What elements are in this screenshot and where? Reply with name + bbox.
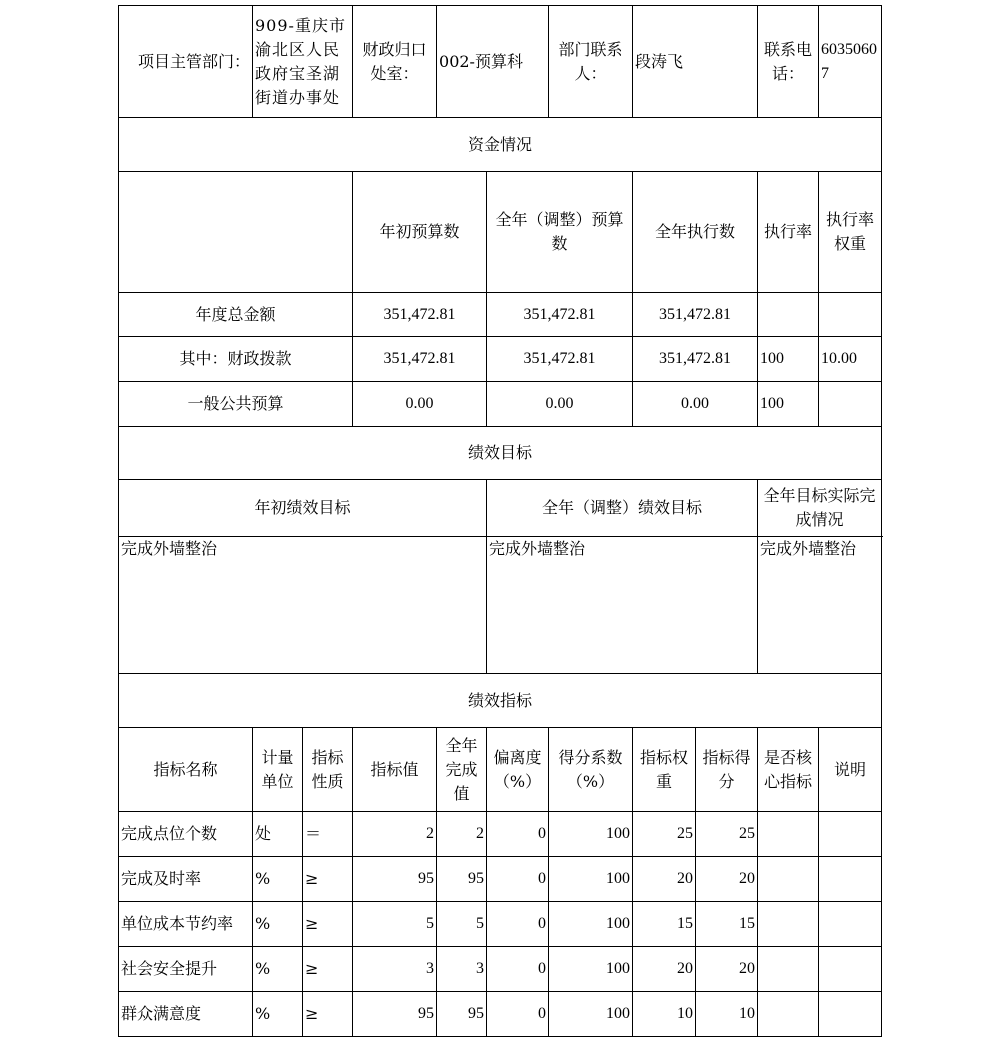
- contact-value: 段涛飞: [633, 6, 758, 118]
- funds-row-label: 其中：财政拨款: [119, 337, 353, 382]
- funds-executed-value: 351,472.81: [633, 293, 758, 337]
- ind-nature: ≥: [303, 902, 353, 947]
- phone-label: 联系电话：: [758, 6, 819, 118]
- ind-target: 95: [353, 992, 437, 1037]
- phone-value: 60350607: [819, 6, 882, 118]
- funds-rate-value: [758, 293, 819, 337]
- ind-core: [758, 902, 819, 947]
- ind-weight: 25: [633, 812, 696, 857]
- ind-core: [758, 812, 819, 857]
- ind-actual: 95: [437, 857, 487, 902]
- ind-actual: 5: [437, 902, 487, 947]
- ind-col-score: 指标得分: [696, 728, 758, 812]
- funds-col-executed: 全年执行数: [633, 172, 758, 293]
- ind-score: 15: [696, 902, 758, 947]
- ind-score: 20: [696, 857, 758, 902]
- funds-rate-value: 100: [758, 337, 819, 382]
- goals-col-actual: 全年目标实际完成情况: [758, 480, 882, 537]
- indicator-row: [119, 812, 882, 857]
- funds-header-row: [119, 172, 882, 293]
- ind-coef: 100: [549, 947, 633, 992]
- goals-actual-text: 完成外墙整治: [758, 537, 882, 674]
- ind-deviation: 0: [487, 902, 549, 947]
- funds-initial-value: 351,472.81: [353, 293, 487, 337]
- ind-unit: %: [253, 902, 303, 947]
- goals-section-title: 绩效目标: [119, 427, 882, 480]
- ind-col-coef: 得分系数（%）: [549, 728, 633, 812]
- goals-adjusted-text: 完成外墙整治: [487, 537, 758, 674]
- ind-note: [819, 947, 882, 992]
- ind-weight: 15: [633, 902, 696, 947]
- funds-weight-value: [819, 382, 882, 427]
- indicator-row: [119, 992, 882, 1037]
- indicators-header-row: [119, 728, 882, 812]
- funds-row-label: 年度总金额: [119, 293, 353, 337]
- goals-col-adjusted: 全年（调整）绩效目标: [487, 480, 758, 537]
- funds-weight-value: [819, 293, 882, 337]
- funds-section-row: [119, 118, 882, 172]
- funds-col-weight: 执行率权重: [819, 172, 882, 293]
- goals-section-row: [119, 427, 882, 480]
- ind-name: 群众满意度: [119, 992, 253, 1037]
- contact-label: 部门联系人：: [549, 6, 633, 118]
- funds-col-initial: 年初预算数: [353, 172, 487, 293]
- ind-deviation: 0: [487, 857, 549, 902]
- ind-coef: 100: [549, 812, 633, 857]
- ind-col-weight: 指标权重: [633, 728, 696, 812]
- ind-weight: 10: [633, 992, 696, 1037]
- ind-col-nature: 指标性质: [303, 728, 353, 812]
- ind-deviation: 0: [487, 992, 549, 1037]
- ind-col-deviation: 偏离度（%）: [487, 728, 549, 812]
- ind-core: [758, 857, 819, 902]
- goals-initial-text: 完成外墙整治: [119, 537, 487, 674]
- ind-actual: 3: [437, 947, 487, 992]
- ind-weight: 20: [633, 947, 696, 992]
- goals-content-row: [119, 537, 882, 674]
- indicator-row: [119, 947, 882, 992]
- ind-unit: %: [253, 857, 303, 902]
- ind-note: [819, 902, 882, 947]
- ind-unit: %: [253, 947, 303, 992]
- funds-adjusted-value: 351,472.81: [487, 293, 633, 337]
- indicator-row: [119, 857, 882, 902]
- ind-col-target: 指标值: [353, 728, 437, 812]
- ind-weight: 20: [633, 857, 696, 902]
- ind-note: [819, 812, 882, 857]
- indicators-section-row: [119, 674, 882, 728]
- ind-coef: 100: [549, 857, 633, 902]
- performance-sheet: [118, 5, 882, 1037]
- ind-col-note: 说明: [819, 728, 882, 812]
- finance-value: 002-预算科: [437, 6, 549, 118]
- ind-name: 完成点位个数: [119, 812, 253, 857]
- dept-label: 项目主管部门：: [119, 6, 253, 118]
- funds-executed-value: 351,472.81: [633, 337, 758, 382]
- goals-col-initial: 年初绩效目标: [119, 480, 487, 537]
- ind-target: 5: [353, 902, 437, 947]
- ind-nature: ＝: [303, 812, 353, 857]
- funds-executed-value: 0.00: [633, 382, 758, 427]
- funds-weight-value: 10.00: [819, 337, 882, 382]
- ind-target: 3: [353, 947, 437, 992]
- ind-note: [819, 857, 882, 902]
- dept-value: 909-重庆市渝北区人民政府宝圣湖街道办事处: [253, 6, 353, 118]
- ind-col-core: 是否核心指标: [758, 728, 819, 812]
- ind-nature: ≥: [303, 857, 353, 902]
- indicators-section-title: 绩效指标: [119, 674, 882, 728]
- ind-score: 10: [696, 992, 758, 1037]
- funds-rate-value: 100: [758, 382, 819, 427]
- ind-col-actual: 全年完成值: [437, 728, 487, 812]
- funds-header-blank: [119, 172, 353, 293]
- funds-row: [119, 293, 882, 337]
- header-row: [119, 6, 882, 118]
- funds-col-rate: 执行率: [758, 172, 819, 293]
- ind-score: 25: [696, 812, 758, 857]
- ind-deviation: 0: [487, 812, 549, 857]
- funds-row: [119, 382, 882, 427]
- ind-unit: 处: [253, 812, 303, 857]
- ind-name: 单位成本节约率: [119, 902, 253, 947]
- funds-initial-value: 351,472.81: [353, 337, 487, 382]
- ind-score: 20: [696, 947, 758, 992]
- ind-core: [758, 992, 819, 1037]
- ind-unit: %: [253, 992, 303, 1037]
- ind-col-name: 指标名称: [119, 728, 253, 812]
- ind-nature: ≥: [303, 947, 353, 992]
- funds-row-label: 一般公共预算: [119, 382, 353, 427]
- ind-coef: 100: [549, 992, 633, 1037]
- ind-deviation: 0: [487, 947, 549, 992]
- ind-name: 完成及时率: [119, 857, 253, 902]
- funds-adjusted-value: 0.00: [487, 382, 633, 427]
- ind-name: 社会安全提升: [119, 947, 253, 992]
- funds-initial-value: 0.00: [353, 382, 487, 427]
- ind-actual: 2: [437, 812, 487, 857]
- goals-header-row: [119, 480, 882, 537]
- funds-section-title: 资金情况: [119, 118, 882, 172]
- funds-adjusted-value: 351,472.81: [487, 337, 633, 382]
- ind-col-unit: 计量单位: [253, 728, 303, 812]
- ind-nature: ≥: [303, 992, 353, 1037]
- ind-target: 2: [353, 812, 437, 857]
- funds-col-adjusted: 全年（调整）预算数: [487, 172, 633, 293]
- finance-label: 财政归口处室：: [353, 6, 437, 118]
- ind-target: 95: [353, 857, 437, 902]
- ind-note: [819, 992, 882, 1037]
- ind-core: [758, 947, 819, 992]
- ind-actual: 95: [437, 992, 487, 1037]
- performance-table: [118, 5, 882, 1037]
- indicator-row: [119, 902, 882, 947]
- ind-coef: 100: [549, 902, 633, 947]
- funds-row: [119, 337, 882, 382]
